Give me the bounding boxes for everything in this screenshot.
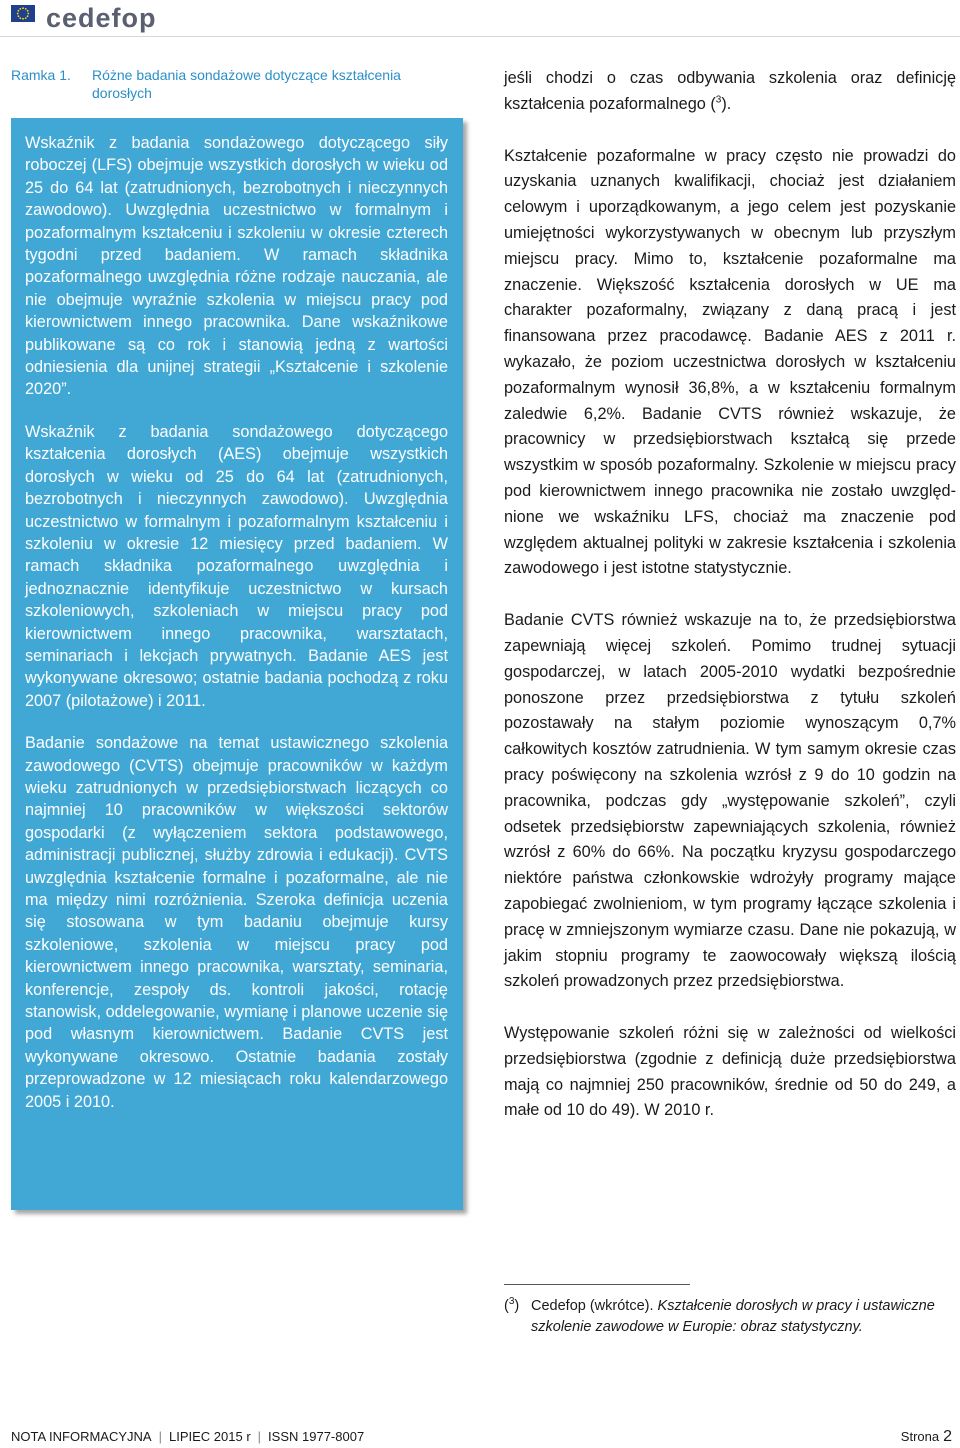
footnote-title: Kształcenie dorosłych w pracy i ustawiczne szkolenie zawodowe w Europie: obraz statystyczny. bbox=[531, 1298, 935, 1335]
footer-right bbox=[901, 1428, 952, 1446]
header-bar bbox=[0, 0, 960, 36]
page-footer bbox=[0, 1418, 960, 1448]
box-title: Różne badania sondażowe dotyczące kształcenia dorosłych bbox=[92, 67, 401, 101]
footer-left: NOTA INFORMACYJNA | LIPIEC 2015 r | ISSN 1977-8007 bbox=[11, 1429, 365, 1444]
right-paragraph-3: Występowanie szkoleń różni się w zależności od wielkości przedsiębiorstwa (zgodnie z definicją duże przedsiębiorstwa mają co najmniej 250 pracowników, średnie od 50 do 249, a małe od 10 do 49). W 2010 r. bbox=[504, 1024, 956, 1120]
page-number: 2 bbox=[943, 1428, 952, 1445]
box-paragraph-lfs: Wskaźnik z badania sondażowego dotyczącego siły roboczej (LFS) obejmuje wszystkich dorosłych w wieku od 25 do 64 lat (zatrudnionych, bezrobotnych i nieczynnych zawodowo). Uwzględnia uczestnictwo w formalnym i pozaformalnym kształceniu i szkoleniu w okresie czterech tygodni przed badaniem. W ramach składnika pozaformalnego uwzględnia różne rodzaje nauczania, ale nie obejmuje wyraźnie szkolenia w miejscu pracy pod kierownictwem innego pracownika. Dane wskaźnikowe publikowane są co rok i stanowią jedną z wartości odniesienia dla unijnej strategii „Kształcenie i szkolenie 2020”. bbox=[25, 134, 448, 399]
intro-text: jeśli chodzi o czas odbywania szkolenia oraz definicję kształcenia pozaformalnego ( bbox=[504, 69, 956, 113]
footnote-divider bbox=[504, 1284, 690, 1285]
footnote-number-sup: 3 bbox=[508, 1296, 515, 1308]
footer-issn: ISSN 1977-8007 bbox=[268, 1429, 365, 1444]
footnote-plain: Cedefop (wkrótce). bbox=[531, 1298, 658, 1314]
footnote-body bbox=[531, 1296, 956, 1338]
eu-flag-icon bbox=[11, 5, 35, 22]
header-divider bbox=[0, 36, 960, 37]
right-column bbox=[504, 66, 956, 1150]
footnote-ref[interactable]: 3 bbox=[715, 94, 722, 106]
box-label: Ramka 1. bbox=[11, 67, 71, 83]
footer-date: LIPIEC 2015 r bbox=[169, 1429, 251, 1444]
right-intro bbox=[504, 66, 956, 118]
page-label: Strona bbox=[900, 1429, 940, 1444]
cedefop-logo: cedefop bbox=[46, 3, 157, 33]
box-paragraph-aes: Wskaźnik z badania sondażowego dotyczącego kształcenia dorosłych (AES) obejmuje wszystkich dorosłych w wieku od 25 do 64 lat (zatrudnionych, bezrobotnych i nieczynnych zawodowo). Uwzględnia uczestnictwo w formalnym i pozaformalnym kształceniu i szkoleniu w okresie 12 miesięcy przed badaniem. W ramach składnika pozaformalnego uwzględnia i jednoznacznie identyfikuje uczestnictwo w kursach szkoleniowych, szkoleniach w miejscu pracy pod kierownictwem innego pracownika, warsztatach, seminariach i lekcjach prywatnych. Badanie AES jest wykonywane okresowo; ostatnie badania pochodzą z roku 2007 (pilotażowe) i 2011. bbox=[25, 422, 448, 710]
footnote-number: ($^3$) bbox=[504, 1296, 520, 1314]
box-paragraph-cvts: Badanie sondażowe na temat ustawicznego szkolenia zawodowego (CVTS) obejmuje pracowników w każdym wieku zatrudnionych w przedsiębiorstwach liczących co najmniej 10 pracowników w większości sektorów gospodarki (z wyłączeniem sektora podstawowego, administracji publicznej, służby zdrowia i edukacji). CVTS uwzględnia kształcenie formalne i pozaformalne, ale nie ma między nimi rozróżnienia. Szeroka definicja uczenia się stosowana w tym badaniu obejmuje kursy szkoleniowe, szkolenia w miejscu pracy pod kierownictwem innego pracownika, warsztaty, seminaria, konferencje, zespoły ds. kontroli jakości, rotację stanowisk, oddelegowanie, wymianę i planowe uczenie się pod własnym kierownictwem. Badanie CVTS jest wykonywane okresowo. Ostatnie badania zostały przeprowadzone w 12 miesiącach roku kalendarzowego 2005 i 2010. bbox=[25, 734, 448, 1111]
right-paragraph-2: Badanie CVTS również wskazuje na to, że przedsiębiorstwa zapewniają więcej szkoleń. Pomimo trudnej sytuacji gospodarczej, w latach 2005-2010 wydatki bezpośrednie ponoszone przez przedsiębiorstwa z tytułu szkoleń pozostawały na stałym poziomie wynoszącym 0,7% całkowitych kosztów zatrudnienia. W tym samym okresie czas pracy poświęcony na szkolenia wzrósł z 9 do 10 godzin na pracownika, podczas gdy „występowanie szkoleń”, czyli odsetek przedsiębiorstw zapewniających szkolenia, również wzrósł z 60% do 66%. Na początku kryzysu gospodarczego niektóre państwa członkowskie wdrożyły programy mające zapobiegać zwolnieniom, w tym programy łączące szkolenia i pracę w zmniejszonym wymiarze czasu. Dane nie pokazują, w jakim stopniu programy te zaowocowały większą ilością szkoleń prowadzonych przez przedsiębiorstwa. bbox=[504, 611, 956, 991]
right-paragraph-1: Kształcenie pozaformalne w pracy często nie prowadzi do uzyskania uznanych kwalifikacji, chociaż jest działaniem celowym i uporządkowanym, a jego celem jest pozyskanie umiejętności wykorzystywanych w obecnym lub przyszłym miejscu pracy. Mimo to, kształcenie pozaformalne ma znaczenie. Większość kształcenia dorosłych w UE ma charakter pozaformalny, związany z daną pracą i jest finansowana przez pracodawcę. Badanie AES z 2011 r. wykazało, że poziom uczestnictwa dorosłych w kształceniu pozaformalnym wynosił 36,8%, a w kształceniu formalnym zaledwie 6,2%. Badanie CVTS również wskazuje, że pracownicy w przedsiębiorstwach kształcą się przede wszystkim w sposób pozaformalny. Szkolenie w miejscu pracy pod kierownictwem innego pracownika nie zostało uwzględnione we wskaźniku LFS, chociaż ma znaczenie pod względem aktualnej polityki w zakresie kształcenia i szkolenia zawodowego i jest istotne statystycznie. bbox=[504, 146, 956, 578]
intro-end: ). bbox=[721, 94, 732, 113]
footer-series: NOTA INFORMACYJNA bbox=[11, 1429, 152, 1444]
info-box-text bbox=[25, 132, 448, 1133]
box-caption bbox=[11, 66, 471, 101]
footnote bbox=[504, 1296, 956, 1338]
